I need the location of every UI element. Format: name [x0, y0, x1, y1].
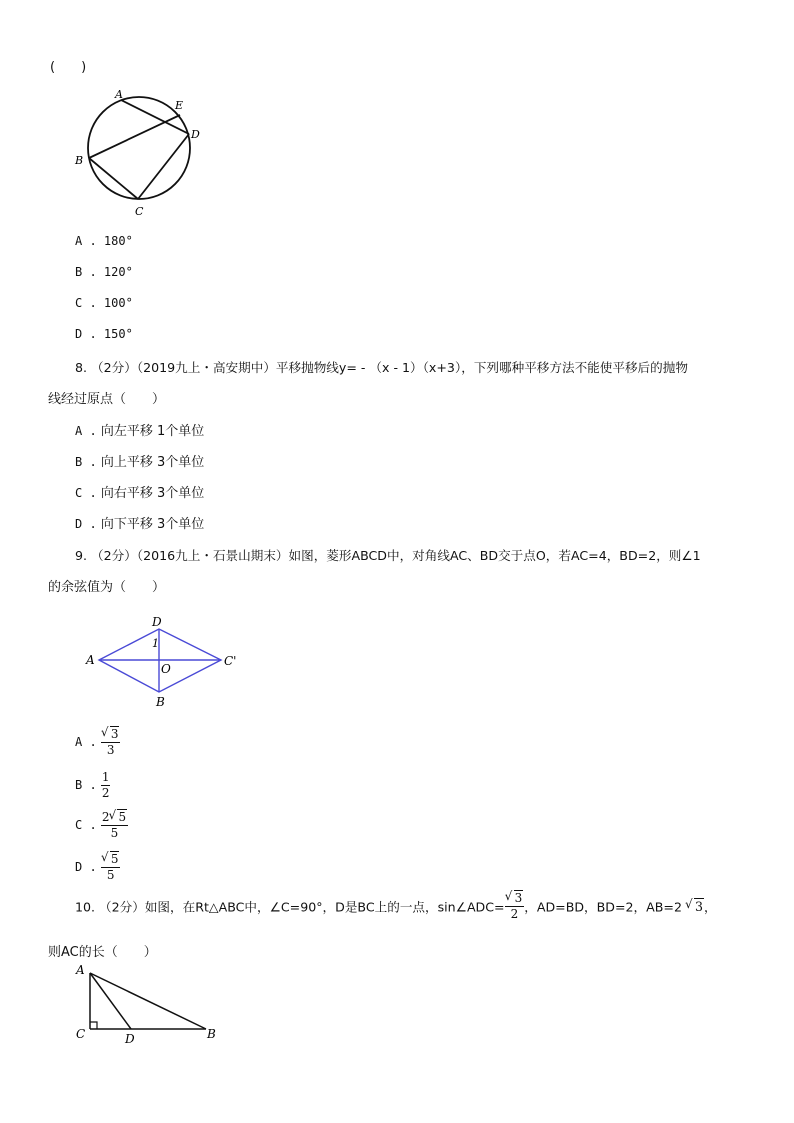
- fraction-sqrt3-over-3: [101, 728, 121, 756]
- q10-triangle-figure: [70, 962, 230, 1047]
- sqrt-symbol: [506, 892, 524, 905]
- q10-stem-line2: 则AC的长（ ）: [48, 945, 157, 960]
- q7-label-e: E: [175, 99, 184, 112]
- sqrt-symbol: [102, 728, 120, 741]
- q7-chord-be: [89, 115, 180, 158]
- option-letter: B .: [75, 455, 97, 469]
- q7-circle: [88, 97, 190, 199]
- q8-option-c[interactable]: [75, 482, 204, 501]
- q8-stem-line2: 线经过原点（ ）: [48, 392, 166, 407]
- q9-label-c: C': [224, 654, 237, 668]
- q9-option-a[interactable]: [75, 728, 120, 756]
- q9-rhombus-figure: [84, 612, 244, 712]
- option-letter: C .: [75, 296, 97, 310]
- q10-text-part2: ，AD=BD，BD=2，AB=2: [524, 899, 682, 915]
- option-text: 向左平移 1个单位: [100, 424, 205, 439]
- q9-option-b[interactable]: [75, 771, 110, 799]
- q10-label-b: B: [207, 1027, 216, 1041]
- radicand: 3: [110, 727, 119, 741]
- denominator: 5: [110, 825, 119, 840]
- denominator: 2: [510, 906, 519, 921]
- option-letter: C .: [75, 486, 97, 500]
- option-text: 180°: [103, 234, 133, 248]
- q9-label-a: A: [86, 653, 95, 667]
- q9-label-d: D: [152, 615, 162, 629]
- q7-option-a[interactable]: [75, 234, 133, 248]
- option-text: 向下平移 3个单位: [100, 517, 205, 532]
- q8-option-a[interactable]: [75, 420, 204, 439]
- option-letter: A .: [75, 735, 97, 750]
- q10-side-ab: [90, 973, 206, 1029]
- q9-label-b: B: [156, 695, 165, 709]
- option-letter: D .: [75, 517, 97, 531]
- fraction-1-over-2: [101, 771, 111, 799]
- q10-label-c: C: [76, 1027, 86, 1041]
- q9-option-d[interactable]: [75, 853, 120, 881]
- option-text: 向右平移 3个单位: [100, 486, 205, 501]
- option-text: 100°: [103, 296, 133, 310]
- q10-text-part1: 10. （2分）如图，在Rt△ABC中，∠C=90°，D是BC上的一点，sin∠ADC=: [75, 899, 505, 915]
- q7-answer-bracket: ( ): [50, 60, 87, 75]
- radicand: 3: [694, 898, 703, 914]
- coef: 2: [101, 810, 110, 824]
- q10-text-part3: ，: [703, 899, 717, 915]
- option-text: 150°: [103, 327, 133, 341]
- option-text: 向上平移 3个单位: [100, 455, 205, 470]
- q7-option-d[interactable]: [75, 327, 133, 341]
- q10-segment-ad: [90, 973, 131, 1029]
- q7-label-b: B: [75, 154, 84, 167]
- q9-option-c[interactable]: [75, 811, 128, 839]
- fraction-sqrt5-over-5: [101, 853, 121, 881]
- numerator: 1: [101, 770, 110, 784]
- q9-stem-line2: 的余弦值为（ ）: [48, 580, 166, 595]
- q7-label-c: C: [135, 205, 144, 218]
- option-letter: C .: [75, 818, 97, 833]
- radicand: 5: [118, 810, 127, 824]
- sqrt-symbol: [109, 811, 127, 824]
- q9-label-o: O: [161, 662, 171, 676]
- option-letter: B .: [75, 265, 97, 279]
- q7-label-d: D: [191, 128, 200, 141]
- q10-ab-sqrt: [686, 899, 704, 914]
- q7-option-c[interactable]: [75, 296, 133, 310]
- q8-stem-line1: 8. （2分）（2019九上・高安期中）平移抛物线y= - （x - 1）（x+3），下列哪种平移方法不能使平移后的抛物: [75, 360, 688, 375]
- denominator: 5: [106, 867, 115, 882]
- radicand: 5: [110, 852, 119, 866]
- q10-label-a: A: [76, 963, 85, 977]
- denominator: 3: [106, 742, 115, 757]
- denominator: 2: [101, 785, 110, 800]
- sqrt-symbol: [102, 853, 120, 866]
- q8-option-b[interactable]: [75, 451, 204, 470]
- q7-circle-figure: [72, 86, 212, 220]
- option-letter: D .: [75, 860, 97, 875]
- fraction-2sqrt5-over-5: [101, 811, 128, 839]
- option-letter: A .: [75, 424, 97, 438]
- q9-label-one: 1: [152, 637, 159, 650]
- q10-sin-fraction: [505, 892, 525, 920]
- option-letter: A .: [75, 234, 97, 248]
- option-text: 120°: [103, 265, 133, 279]
- option-letter: B .: [75, 778, 97, 793]
- q7-chord-cd: [138, 134, 189, 199]
- q7-option-b[interactable]: [75, 265, 133, 279]
- q10-label-d: D: [125, 1032, 135, 1046]
- q7-label-a: A: [115, 88, 123, 101]
- q10-right-angle-mark: [90, 1022, 97, 1029]
- q10-stem-line1: [75, 892, 717, 920]
- option-letter: D .: [75, 327, 97, 341]
- q8-option-d[interactable]: [75, 513, 204, 532]
- q9-stem-line1: 9. （2分）（2016九上・石景山期末）如图，菱形ABCD中，对角线AC、BD交于点O，若AC=4，BD=2，则∠1: [75, 548, 701, 563]
- radicand: 3: [514, 891, 523, 905]
